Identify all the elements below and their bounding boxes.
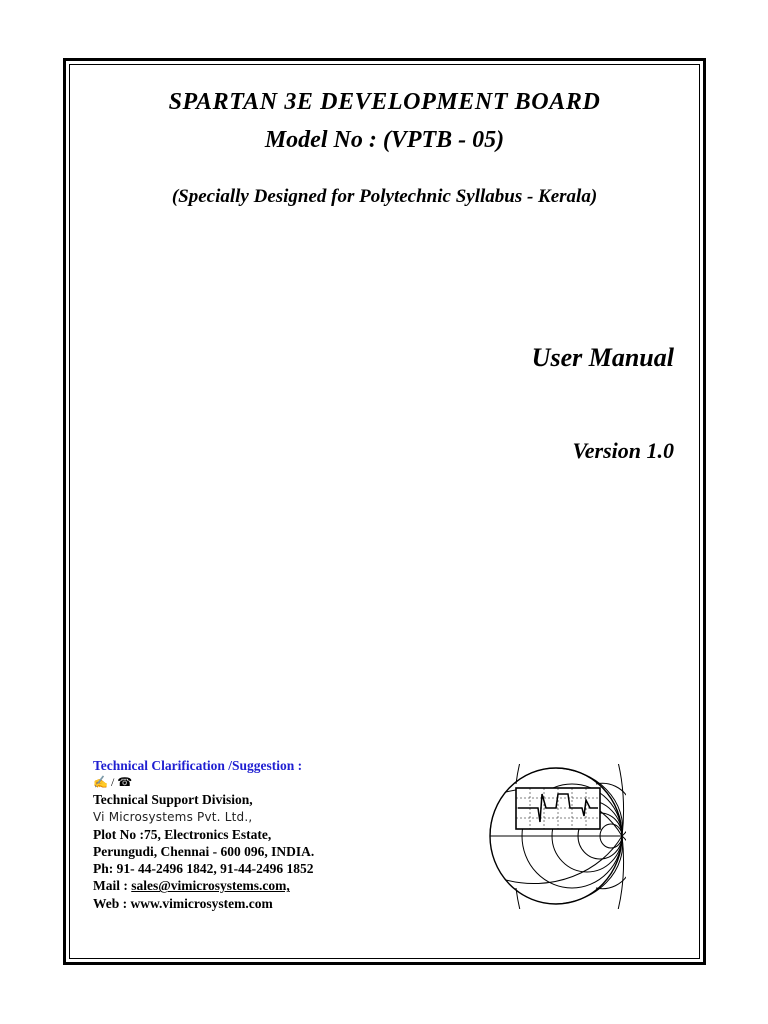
document-title: SPARTAN 3E DEVELOPMENT BOARD bbox=[168, 89, 601, 115]
mail-link[interactable]: sales@vimicrosystems.com, bbox=[131, 878, 290, 894]
web-line[interactable]: Web : www.vimicrosystem.com bbox=[93, 895, 273, 911]
model-number: Model No : (VPTB - 05) bbox=[264, 127, 505, 153]
mail-phone-icon: ✍ / ☎ bbox=[93, 775, 133, 790]
support-division: Technical Support Division, bbox=[93, 792, 253, 808]
mail-line bbox=[93, 877, 314, 894]
contact-heading: Technical Clarification /Suggestion : bbox=[93, 758, 303, 773]
subtitle: (Specially Designed for Polytechnic Syllabus - Kerala) bbox=[171, 186, 598, 207]
mail-label: Mail : bbox=[93, 878, 132, 894]
address-line-1: Plot No :75, Electronics Estate, bbox=[93, 826, 272, 842]
version-label: Version 1.0 bbox=[572, 438, 674, 463]
company-logo-icon bbox=[486, 764, 626, 909]
contact-block bbox=[93, 757, 314, 912]
company-name: Vi Microsystems Pvt. Ltd., bbox=[93, 809, 253, 824]
address-line-2: Perungudi, Chennai - 600 096, INDIA. bbox=[93, 844, 315, 860]
phone-line: Ph: 91- 44-2496 1842, 91-44-2496 1852 bbox=[93, 861, 314, 877]
user-manual-label: User Manual bbox=[531, 343, 674, 372]
